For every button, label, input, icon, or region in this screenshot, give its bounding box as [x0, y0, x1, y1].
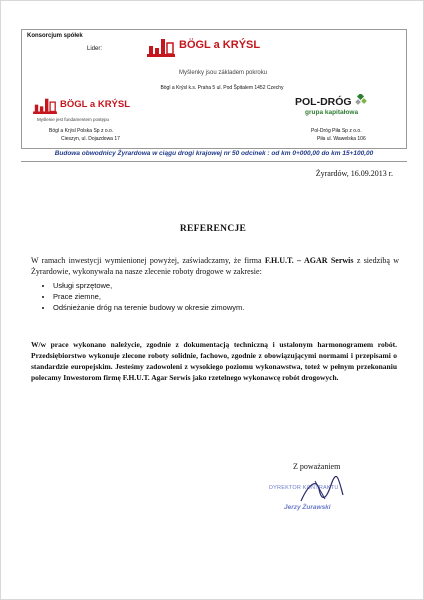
scope-list [39, 280, 399, 313]
intro-text-1: W ramach inwestycji wymienionej powyżej, zaświadczamy, że firma [31, 256, 265, 265]
intro-paragraph [31, 255, 399, 277]
partner1-tagline: Myślenie jest fundamentem postępu [37, 117, 110, 122]
list-item: • Odśnieżanie dróg na terenie budowy w okresie zimowym. [53, 302, 399, 313]
consortium-label: Konsorcjum spółek [27, 33, 83, 39]
list-item: • Prace ziemne, [53, 291, 399, 302]
leader-tagline: Myšlenky jsou základem pokroku [179, 70, 268, 76]
leader-logo-text: BÖGL a KRÝSL [179, 39, 261, 51]
bogl-logo-icon [147, 37, 175, 57]
letter-title: REFERENCJE [179, 224, 247, 234]
bogl-logo-icon [33, 97, 57, 114]
signature-icon [295, 475, 355, 507]
partner1-logo [33, 97, 153, 115]
partner1-name: Bögl a Krýsl Polska Sp z o.o. [49, 128, 114, 134]
partner2-subtext: grupa kapitałowa [305, 109, 359, 116]
project-line: Budowa obwodnicy Żyrardowa w ciągu drogi krajowej nr 50 odcinek : od km 0+000,00 do km 15+100,00 [54, 150, 374, 157]
partner1-logo-text: BÖGL a KRÝSL [60, 99, 131, 110]
leader-label: Lider: [87, 46, 103, 52]
partner2-logo-text: POL-DRÓG [295, 96, 352, 108]
signature-name: Jerzy Żurawski [284, 504, 331, 511]
list-item: • Usługi sprzętowe, [53, 280, 399, 291]
company-name: F.H.U.T. – AGAR Serwis [264, 256, 354, 265]
partner2-name: Pol-Dróg Piła Sp z o.o. [311, 128, 362, 134]
intro-text-2: z siedzibą w Żyrardowie, wykonywała na nasze zlecenie roboty drogowe w zakresie: [31, 256, 400, 276]
leader-address: Bögl a Krýsl k.s. Praha 5 ul. Pod Špitalem 1452 Czechy [160, 85, 284, 91]
closing: Z poważaniem [293, 462, 341, 471]
partner1-address: Cieszyn, ul. Dojazdowa 17 [61, 136, 120, 142]
stamp-title: DYREKTOR KONTRAKTU [269, 485, 339, 491]
header-divider [21, 161, 407, 162]
partner2-address: Piła ul. Wawelska 106 [317, 136, 366, 142]
assessment-paragraph: W/w prace wykonano należycie, zgodnie z dokumentacją techniczną i ustalonym harmonogramem robót. Przedsiębiorstwo wykonuje zlecone roboty solidnie, fachowo, zgodnie z obowiązującymi normami i przepisami o standardzie europejskim. Jesteśmy zadowoleni z wysokiego poziomu wykonawstwa, toteż w pełnym przekonaniu polecamy Inwestorom firmę F.H.U.T. Agar Serwis jako rzetelnego wykonawcę robót drogowych. [31, 340, 397, 382]
place-date: Żyrardów, 16.09.2013 r. [315, 169, 393, 178]
leader-logo [147, 37, 277, 59]
poldrog-diamond-icon [354, 94, 368, 108]
